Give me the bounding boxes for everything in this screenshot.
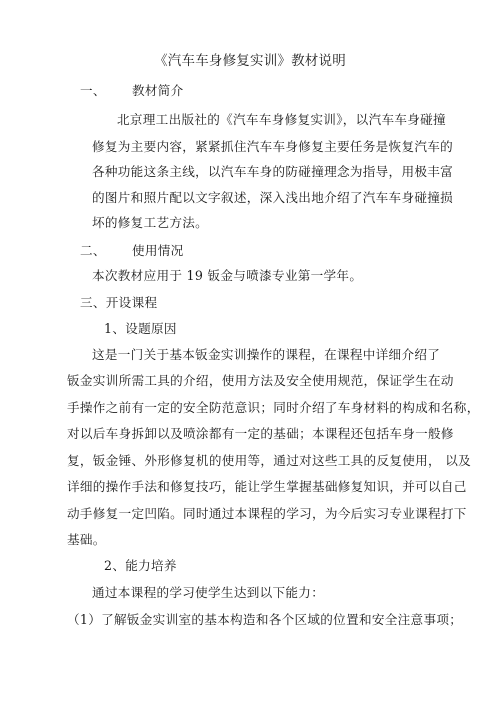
section-3-sub-1-line-1: 这是一门关于基本钣金实训操作的课程，在课程中详细介绍了 bbox=[92, 347, 441, 362]
section-1-line-1: 北京理工出版社的《汽车车身修复实训》，以汽车车身碰撞 bbox=[117, 112, 446, 127]
section-3-sub-1-heading: 1、设题原因 bbox=[104, 321, 177, 336]
section-2-heading bbox=[80, 242, 184, 259]
section-3-sub-1-line-8: 基础。 bbox=[67, 532, 106, 547]
section-1-line-2: 修复为主要内容，紧紧抓住汽车车身修复主要任务是恢复汽车的 bbox=[92, 139, 454, 154]
document-title: 《汽车车身修复实训》教材说明 bbox=[154, 53, 346, 69]
section-3-sub-1-line-7: 动手修复一定凹陷。同时通过本课程的学习，为今后实习专业课程打下 bbox=[67, 506, 467, 521]
section-3-sub-2-line-2: （1）了解钣金实训室的基本构造和各个区域的位置和安全注意事项； bbox=[67, 612, 463, 627]
section-3-sub-1-line-2: 钣金实训所需工具的介绍，使用方法及安全使用规范，保证学生在动 bbox=[67, 373, 454, 388]
section-1-line-5: 坏的修复工艺方法。 bbox=[92, 215, 209, 230]
section-3-sub-1-line-6: 详细的操作手法和修复技巧，能让学生掌握基础修复知识，并可以自己 bbox=[67, 479, 467, 494]
section-2-title: 使用情况 bbox=[132, 243, 184, 258]
section-3-heading: 三、开设课程 bbox=[80, 295, 158, 310]
section-1-title: 教材简介 bbox=[132, 83, 184, 98]
section-2-line-1: 本次教材应用于 19 钣金与喷漆专业第一学年。 bbox=[92, 268, 363, 283]
section-3-sub-1-line-5: 复，钣金锤、外形修复机的使用等，通过对这些工具的反复使用， 以及 bbox=[67, 453, 472, 468]
section-1-line-3: 各种功能这条主线，以汽车车身的防碰撞理念为指导，用极丰富 bbox=[92, 164, 454, 179]
section-1-heading bbox=[80, 82, 184, 99]
section-3-sub-2-line-1: 通过本课程的学习使学生达到以下能力： bbox=[92, 585, 325, 600]
section-3-sub-1-line-3: 手操作之前有一定的安全防范意识；同时介绍了车身材料的构成和名称， bbox=[67, 400, 480, 415]
section-1-line-4: 的图片和照片配以文字叙述，深入浅出地介绍了汽车车身碰撞损 bbox=[92, 190, 454, 205]
section-1-number: 一、 bbox=[80, 83, 106, 98]
section-2-number: 二、 bbox=[80, 243, 106, 258]
section-3-sub-1-line-4: 对以后车身拆卸以及喷涂都有一定的基础；本课程还包括车身一般修 bbox=[67, 426, 454, 441]
section-3-sub-2-heading: 2、能力培养 bbox=[104, 558, 177, 573]
